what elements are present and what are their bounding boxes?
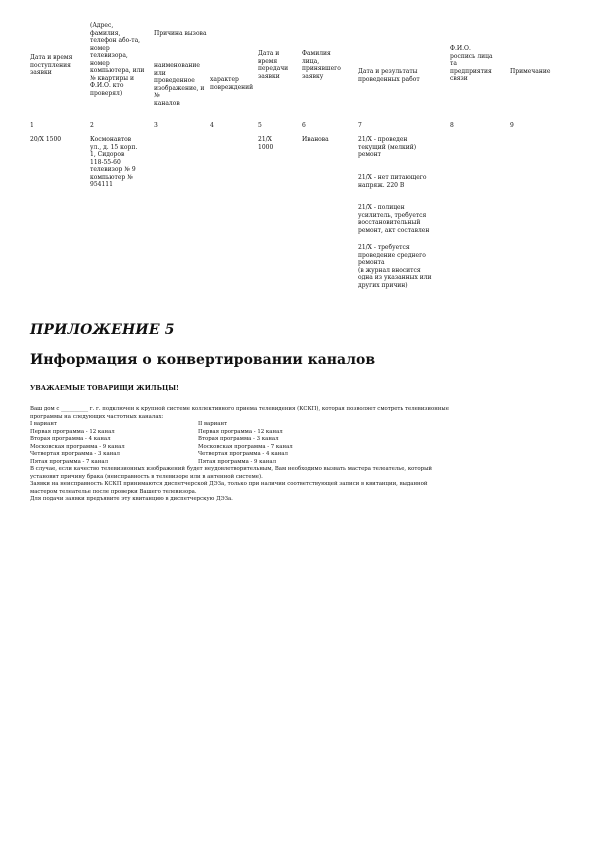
header-signature: Ф.И.О. роспись лица та предприятия связи	[450, 45, 493, 82]
intro-line: программы на следующих частотных каналах:	[30, 413, 164, 420]
cell-result-3: 21/Х - полицен усилитель, требуется восстановительный ремонт, акт составлен	[358, 204, 430, 234]
header-address: (Адрес, фамилия, телефон або-та, номер телевизора, номер компьютера, или № квартиры и Ф.И.О. кто проверял)	[90, 22, 145, 97]
paragraph-line: установит причину брака (неисправность в телевизоре или в антенной системе).	[30, 473, 263, 480]
column-number: 5	[258, 122, 262, 129]
appendix-title: ПРИЛОЖЕНИЕ 5	[30, 322, 175, 338]
header-call-reason: Причина вызова	[154, 30, 207, 37]
paragraph-line: В случае, если качество телевизионных изображений будет неудовлетворительным, Вам необходимо вызвать мастера телеателье, который	[30, 466, 432, 472]
channel-row	[30, 451, 565, 459]
header-name-image: наименование или проведенное изображение, и № каналов	[154, 62, 205, 107]
header-work-results: Дата и результаты проведенных работ	[358, 68, 420, 83]
column-number: 7	[358, 122, 362, 129]
table-row	[30, 134, 565, 314]
cell-date-received: 20/X 1500	[30, 136, 62, 143]
variant-1-item: Вторая программа - 4 канал	[30, 436, 111, 442]
channel-row	[30, 459, 565, 467]
variant-headings	[30, 421, 565, 429]
cell-result-2: 21/Х - нет питающего напряж. 220 В	[358, 174, 427, 189]
table-header	[30, 20, 565, 120]
variant-1-item: Московская программа - 9 канал	[30, 443, 125, 450]
column-numbers	[30, 122, 565, 134]
variant-1-label: I вариант	[30, 421, 57, 427]
column-number: 6	[302, 122, 306, 129]
paragraph-line: Для подачи заявки предъявите эту квитанцию в диспетчерскую ДЭЗа.	[30, 496, 233, 502]
variant-2-item: Первая программа - 12 канал	[198, 428, 283, 435]
column-number: 4	[210, 122, 214, 129]
variant-2-item: Четвертая программа - 4 канал	[198, 451, 288, 457]
greeting: УВАЖАЕМЫЕ ТОВАРИЩИ ЖИЛЬЦЫ!	[30, 384, 179, 392]
section-title: Информация о конвертировании каналов	[30, 352, 376, 368]
channel-row	[30, 444, 565, 452]
channel-row	[30, 436, 565, 444]
variant-2-item: Пятая программа - 9 канал	[198, 458, 276, 465]
cell-address: Космонавтов ул., д. 15 корп. 1, Сидоров 118-55-60 телевизор № 9 компьютер № 954111	[90, 136, 138, 188]
variant-2-item: Московская программа - 7 канал	[198, 443, 293, 450]
header-accepted-by: Фамилия лица, принявшего заявку	[302, 50, 341, 80]
column-number: 8	[450, 122, 454, 129]
column-number: 2	[90, 122, 94, 129]
repair-log-table	[30, 20, 565, 314]
cell-result-1: 21/Х - проведен текущий (мелкий) ремонт	[358, 136, 417, 158]
paragraph-line: мастером телеателье после проверки Вашего телевизора.	[30, 488, 197, 495]
cell-result-4: 21/Х - требуется проведение среднего ремонта (в журнал вносится одна из указанных или других причин)	[358, 244, 432, 289]
header-date-transfer: Дата и время передачи заявки	[258, 50, 289, 80]
cell-date-transfer: 21/Х 1000	[258, 136, 274, 151]
variant-2-label: II вариант	[198, 421, 228, 427]
variant-1-item: Четвертая программа - 3 канал	[30, 451, 120, 457]
notice-body	[30, 406, 565, 504]
paragraph-line: Заявки на неисправность КСКП принимаются диспетчерской ДЭЗа, только при наличии соответствующей записи в квитанции, выданной	[30, 481, 428, 487]
column-number: 9	[510, 122, 514, 129]
column-number: 1	[30, 122, 34, 129]
channel-row	[30, 429, 565, 437]
cell-accepted-by: Иванова	[302, 136, 329, 143]
header-date-received: Дата и время поступления заявки	[30, 54, 73, 76]
variant-1-item: Первая программа - 12 канал	[30, 428, 115, 435]
header-damage-type: характер повреждений	[210, 76, 254, 91]
variant-1-item: Пятая программа - 7 канал	[30, 458, 108, 465]
column-number: 3	[154, 122, 158, 129]
variant-2-item: Вторая программа - 3 канал	[198, 436, 279, 442]
header-note: Примечание	[510, 68, 551, 75]
intro-line: Ваш дом с __________ г. г. подключен к крупной системе коллективного приема телевидения (КСКП), которая позволяет смотреть телевизионные	[30, 406, 449, 412]
